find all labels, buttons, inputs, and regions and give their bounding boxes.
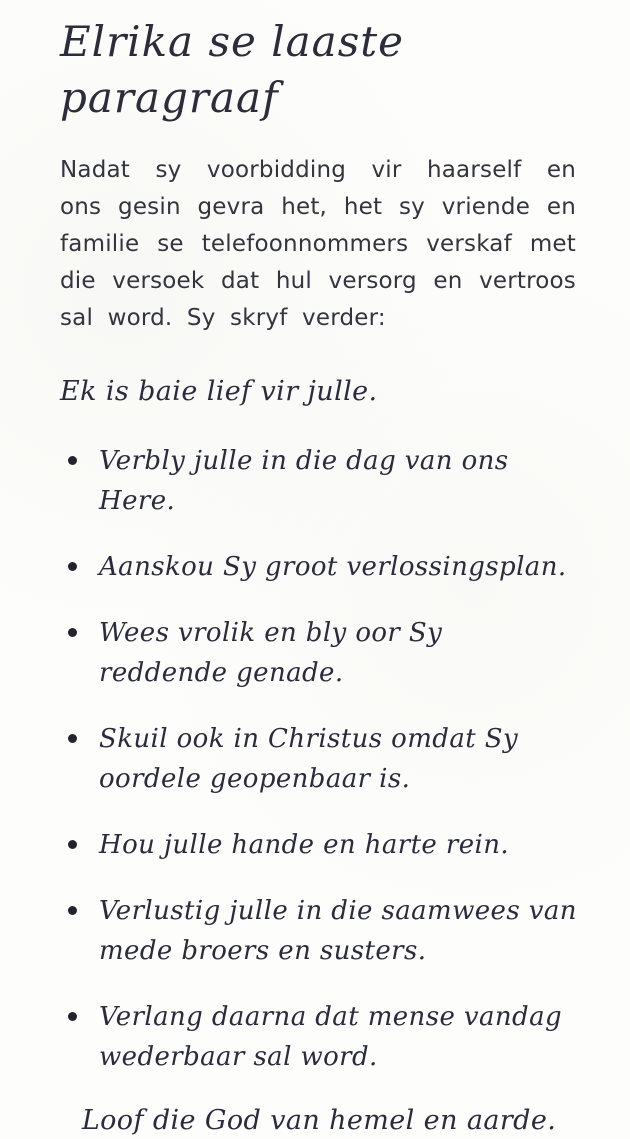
bullet-dot-icon xyxy=(68,840,77,849)
intro-paragraph: Nadat sy voorbidding vir haarself en ons gesin gevra het, het sy vriende en familie se telefoonnommers verskaf met die versoek dat hul versorg en vertroos sal word. Sy skryf verder: xyxy=(60,157,576,331)
bullet-text: Verlang daarna dat mense vandag wederbaar sal word. xyxy=(99,1002,563,1072)
bullet-dot-icon xyxy=(68,456,77,465)
bullet-text: Skuil ook in Christus omdat Sy oordele geopenbaar is. xyxy=(99,724,519,794)
bullet-text: Hou julle hande en harte rein. xyxy=(99,830,510,860)
list-item xyxy=(60,547,578,587)
bullet-list xyxy=(60,441,578,1077)
bullet-dot-icon xyxy=(68,906,77,915)
list-item xyxy=(60,891,578,971)
bullet-dot-icon xyxy=(68,562,77,571)
bullet-text: Verbly julle in die dag van ons Here. xyxy=(99,446,509,516)
bullet-text: Aanskou Sy groot verlossingsplan. xyxy=(99,552,567,582)
bullet-dot-icon xyxy=(68,628,77,637)
list-item xyxy=(60,997,578,1077)
list-item xyxy=(60,441,578,521)
lead-line: Ek is baie lief vir julle. xyxy=(60,376,378,407)
bullet-dot-icon xyxy=(68,1012,77,1021)
list-item xyxy=(60,719,578,799)
bullet-dot-icon xyxy=(68,734,77,743)
bullet-text: Verlustig julle in die saamwees van mede broers en susters. xyxy=(99,896,577,966)
closing-line: Loof die God van hemel en aarde. xyxy=(81,1105,557,1136)
list-item xyxy=(60,613,578,693)
page-title: Elrika se laaste paragraaf xyxy=(60,17,405,122)
list-item xyxy=(60,825,578,865)
bullet-text: Wees vrolik en bly oor Sy reddende genade. xyxy=(99,618,443,688)
